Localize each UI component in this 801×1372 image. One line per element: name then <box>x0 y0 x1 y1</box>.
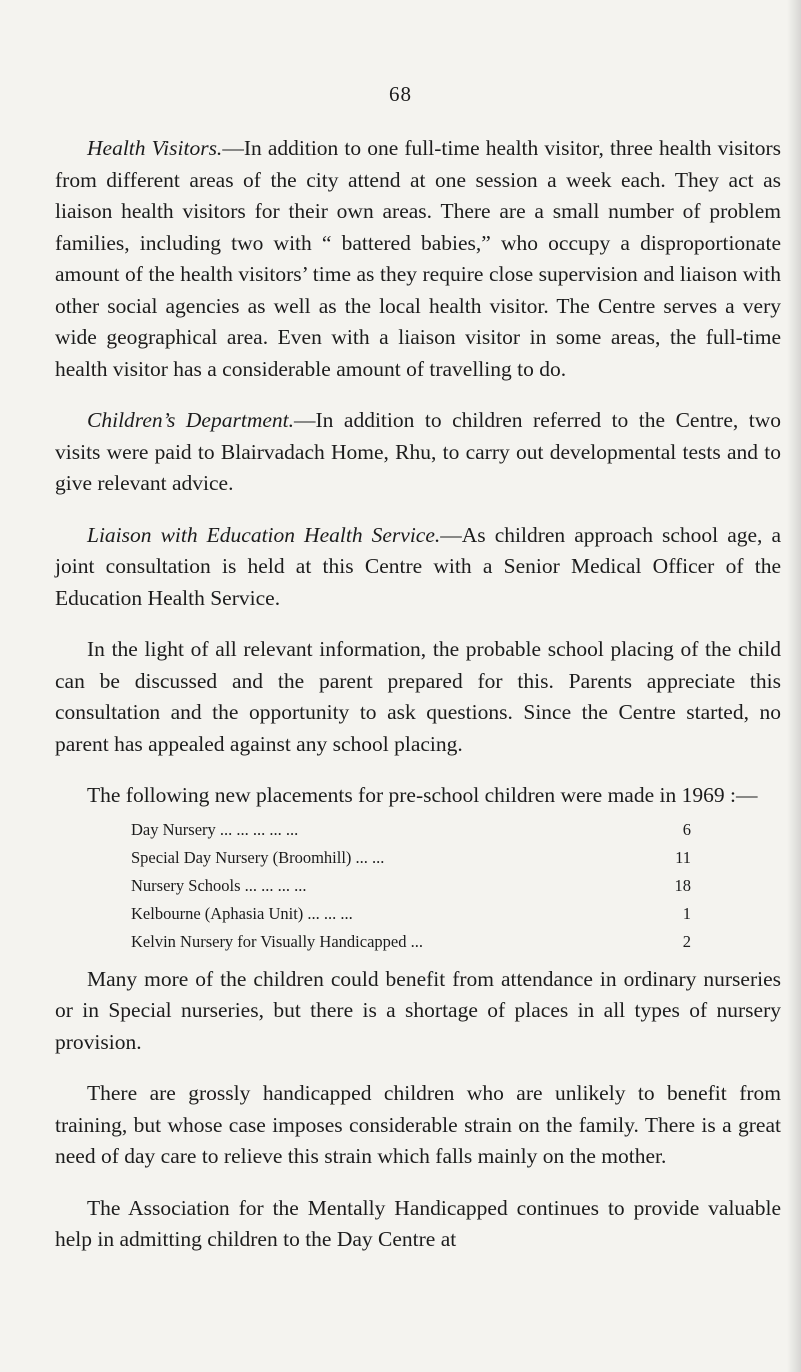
list-item <box>131 844 691 872</box>
section-heading: Liaison with Education Health Service. <box>87 522 441 547</box>
placement-label: Kelbourne (Aphasia Unit) ... ... ... <box>131 903 353 923</box>
placements-intro: The following new placements for pre-school children were made in 1969 :— <box>87 783 758 807</box>
list-item <box>131 928 691 956</box>
list-item <box>131 872 691 900</box>
placement-label: Day Nursery ... ... ... ... ... <box>131 819 299 839</box>
list-item <box>131 816 691 844</box>
paragraph-childrens-department <box>55 405 781 500</box>
page-edge-shadow <box>787 0 801 1372</box>
paragraph-association: The Association for the Mentally Handicapped continues to provide valuable help in admitting children to the Day Centre at <box>55 1195 781 1251</box>
paragraph-text: —In addition to children referred to the Centre, two visits were paid to Blairvadach Home, Rhu, to carry out developmental tests and to give relevant advice. <box>55 408 782 495</box>
placement-count: 11 <box>675 847 691 867</box>
placement-count: 6 <box>682 819 691 839</box>
placements-list <box>131 816 691 956</box>
page-number: 68 <box>389 82 412 106</box>
paragraph-text: In the light of all relevant information, the probable school placing of the child can be discussed and the parent prepared for this. Parents appreciate this consultation and the opportunity to ask questions. Since the Centre started, no parent has appealed against any school placing. <box>55 637 781 756</box>
list-item <box>131 900 691 928</box>
body-text <box>55 133 781 1256</box>
placement-label: Kelvin Nursery for Visually Handicapped ... <box>131 931 423 951</box>
placement-label: Special Day Nursery (Broomhill) ... ... <box>131 847 385 867</box>
placement-label: Nursery Schools ... ... ... ... <box>131 875 307 895</box>
paragraph-handicapped-children: There are grossly handicapped children who are unlikely to benefit from training, but whose case imposes considerable strain on the family. There is a great need of day care to relieve this strain which falls mainly on the mother. <box>55 1081 781 1168</box>
section-heading: Children’s Department. <box>87 408 294 432</box>
paragraph-school-placing <box>55 634 781 760</box>
paragraph-text: —In addition to one full-time health visitor, three health visitors from different areas of the city attend at one session a week each. They act as liaison health visitors for their own areas. There are a small number of problem families, including two with “ battered babies,” who occupy a disproportionate amount of the health visitors’ time as they require close supervision and liaison with other social agencies as well as the local health visitor. The Centre serves a very wide geographical area. Even with a liaison visitor in some areas, the full-time health visitor has a considerable amount of travelling to do. <box>55 136 781 381</box>
placement-count: 1 <box>682 903 691 923</box>
section-heading: Health Visitors. <box>87 136 223 160</box>
paragraph-liaison-education <box>55 520 781 615</box>
paragraph-text: —As children approach school age, a joint consultation is held at this Centre with a Senior Medical Officer of the Education Health Service. <box>55 522 781 610</box>
placement-count: 18 <box>674 875 691 895</box>
paragraph-nursery-shortage: Many more of the children could benefit from attendance in ordinary nurseries or in Special nurseries, but there is a shortage of places in all types of nursery provision. <box>55 966 781 1054</box>
placement-count: 2 <box>682 931 691 951</box>
paragraph-health-visitors <box>55 133 781 385</box>
